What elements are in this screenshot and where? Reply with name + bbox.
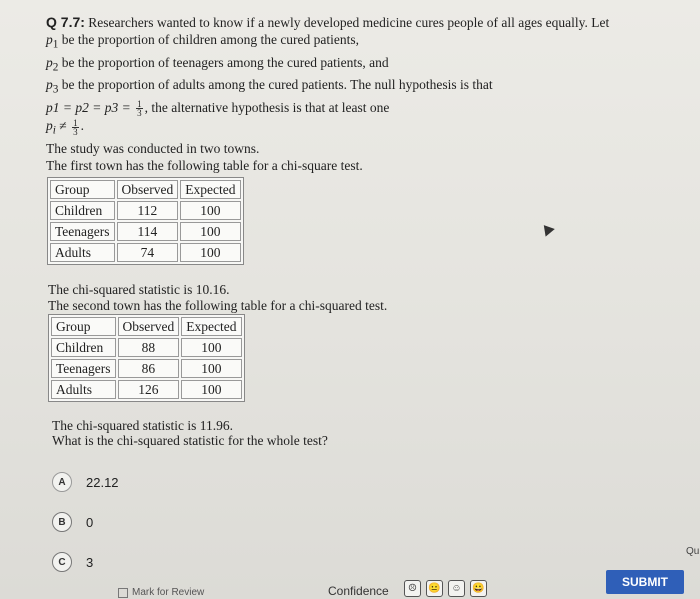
option-b-letter[interactable]: B bbox=[52, 512, 72, 532]
checkbox-icon[interactable] bbox=[118, 588, 128, 598]
confidence-scale bbox=[404, 580, 487, 597]
mouse-cursor-icon bbox=[539, 221, 555, 236]
question-text: Q 7.7: Researchers wanted to know if a newly developed medicine cures people of all ages equally. Let $p_1$ be the proportion of children among the cured patients, $p_2$ be the proportion of teenagers among the cured patients, and $p_3$ be the proportion of adults among the cured patients. The null hypothesis is that p1 = p2 = p3 = $\frac{1}{3}$ , the alternative hypothesis is that at least one $p_i$ ≠ $\frac{1}{3}$ . The study was conducted in two towns. The first town has the following table for a chi-square test. bbox=[46, 14, 666, 174]
option-b[interactable] bbox=[52, 512, 93, 532]
submit-button[interactable]: SUBMIT bbox=[606, 570, 684, 594]
option-c[interactable] bbox=[52, 552, 93, 572]
town2-table bbox=[48, 314, 245, 402]
fraction-one-third-2: $\frac{1}{3}$ bbox=[73, 117, 78, 137]
table-row: Teenagers 114 100 bbox=[50, 222, 241, 241]
fraction-one-third: $\frac{1}{3}$ bbox=[137, 99, 142, 119]
table-row: Teenagers 86 100 bbox=[51, 359, 242, 378]
option-c-letter[interactable]: C bbox=[52, 552, 72, 572]
confidence-label: Confidence bbox=[328, 584, 389, 598]
question-line-2: be the proportion of children among the cured patients, bbox=[61, 32, 360, 47]
question-line-6: The study was conducted in two towns. bbox=[46, 141, 260, 157]
option-a-letter[interactable]: A bbox=[52, 472, 72, 492]
table-row: Adults 74 100 bbox=[50, 243, 241, 262]
question-line-7: The first town has the following table for a chi-square test. bbox=[46, 158, 363, 174]
confidence-face-1-icon[interactable]: ☹ bbox=[404, 580, 421, 597]
table-row: Adults 126 100 bbox=[51, 380, 242, 399]
question-line-5: , the alternative hypothesis is that at least one bbox=[144, 100, 390, 116]
question-line-3: be the proportion of teenagers among the cured patients, and bbox=[61, 54, 389, 70]
option-a[interactable] bbox=[52, 472, 119, 492]
table-header-row: Group Observed Expected bbox=[51, 317, 242, 336]
town1-table bbox=[47, 177, 244, 265]
table-header-row: Group Observed Expected bbox=[50, 180, 241, 199]
question-nav-label[interactable]: Qu bbox=[686, 546, 700, 557]
not-equal: ≠ bbox=[59, 118, 67, 134]
option-b-text: 0 bbox=[86, 514, 94, 530]
table-row: Children 112 100 bbox=[50, 201, 241, 220]
stat-town2: The chi-squared statistic is 11.96. bbox=[52, 418, 233, 433]
question-label: Q 7.7: bbox=[46, 14, 85, 30]
null-hypothesis: p1 = p2 = p3 = bbox=[46, 100, 131, 116]
question-prompt: What is the chi-squared statistic for the whole test? bbox=[52, 433, 328, 448]
table-row: Children 88 100 bbox=[51, 338, 242, 357]
stat-town1: The chi-squared statistic is 10.16. bbox=[48, 282, 230, 297]
confidence-face-4-icon[interactable]: 😀 bbox=[470, 580, 487, 597]
confidence-face-2-icon[interactable]: 😐 bbox=[426, 580, 443, 597]
town2-intro: The second town has the following table for a chi-squared test. bbox=[48, 298, 388, 313]
confidence-face-3-icon[interactable]: ☺ bbox=[448, 580, 465, 597]
mark-for-review[interactable]: Mark for Review bbox=[118, 587, 204, 598]
option-c-text: 3 bbox=[86, 554, 94, 570]
question-line-1: Researchers wanted to know if a newly developed medicine cures people of all ages equally. Let bbox=[88, 15, 610, 30]
question-line-4: be the proportion of adults among the cured patients. The null hypothesis is that bbox=[61, 77, 493, 93]
option-a-text: 22.12 bbox=[86, 474, 119, 490]
